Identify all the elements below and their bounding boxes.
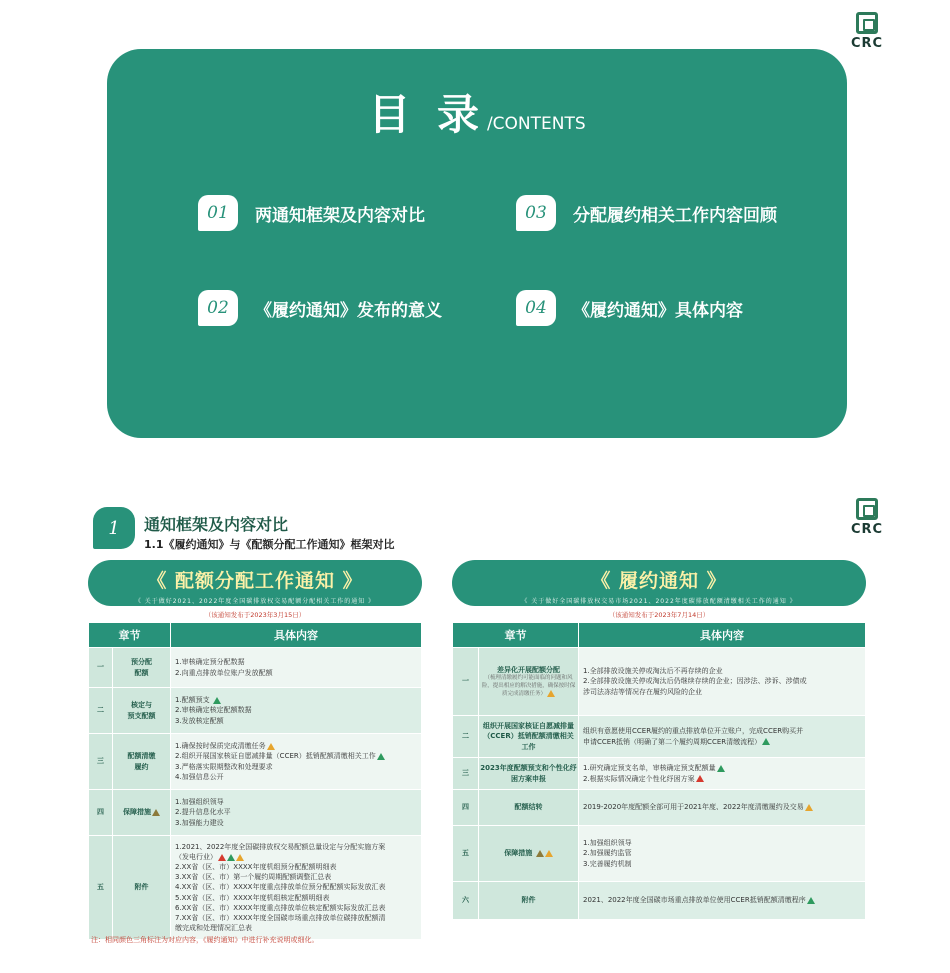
row-number: 五 [89,836,113,940]
contents-card [107,49,847,438]
table-row [453,826,866,882]
right-notice-panel [452,560,866,920]
left-subtitle: 《 关于做好2021、2022年度全国碳排放权交易配额分配相关工作的通知 》 [134,598,376,605]
col-header-section: 章节 [453,623,579,648]
table-header-row [453,623,866,648]
crc-logo-top [847,12,887,51]
toc-label: 两通知框架及内容对比 [255,205,425,226]
toc-number: 03 [516,195,556,231]
table-row [89,648,422,688]
green-triangle-marker [762,738,770,745]
row-number: 二 [89,688,113,734]
table-row [89,734,422,790]
row-number: 三 [89,734,113,790]
toc-item-03[interactable] [516,195,777,231]
green-triangle-marker [717,765,725,772]
contents-title-sub: /CONTENTS [486,114,586,134]
table-row [89,688,422,734]
footnote: 注：相同颜色三角标注为对应内容，《履约通知》中进行补充说明或细化。 [91,936,319,944]
section-title: 通知框架及内容对比 [144,515,289,534]
toc-item-01[interactable] [198,195,425,231]
row-section: 核定与 预支配额 [113,688,171,734]
col-header-section: 章节 [89,623,171,648]
row-content: 2019-2020年度配额全部可用于2021年度、2022年度清缴履约及交易 [579,790,866,826]
green-triangle-marker [213,697,221,704]
row-number: 四 [89,790,113,836]
row-content: 1.2021、2022年度全国碳排放权交易配额总量设定与分配实施方案 （发电行业） 2.XX省（区、市）XXXX年度机组预分配配额明细表 3.XX省（区、市）第一个履约周期配额调整汇总表 4.XX省（区、市）XXXX年度重点排放单位预分配配额实际发放汇表 5.XX省（区、市）XXXX年度机组核定配额明细表 6.XX省（区、市）XXXX年度重点排放单位核定配额实际发放汇总表 7.XX省（区、市）XXXX年度全国碳市场重点排放单位碳排放配额清 缴完成和处理情况汇总表 [171,836,422,940]
row-content: 1.审核确定预分配数据 2.向重点排放单位账户发放配额 [171,648,422,688]
row-section: 附件 [113,836,171,940]
col-header-content: 具体内容 [579,623,866,648]
crc-logo-bottom [847,498,887,537]
green-triangle-marker [227,854,235,861]
section-subtitle: 1.1《履约通知》与《配额分配工作通知》框架对比 [144,538,395,551]
orange-triangle-marker [267,743,275,750]
crc-logo-icon [856,12,878,34]
row-section: 预分配 配额 [113,648,171,688]
contents-title [107,82,847,142]
table-row [453,648,866,716]
orange-triangle-marker [805,804,813,811]
table-row [453,882,866,920]
crc-logo-text: CRC [850,36,884,51]
section-number-badge: 1 [93,507,135,549]
row-content: 2021、2022年度全国碳市场重点排放单位使用CCER抵销配额清缴程序 [579,882,866,920]
green-triangle-marker [807,897,815,904]
right-date: （该通知发布于2023年7月14日） [608,611,710,619]
row-content: 1.确保按时保质完成清缴任务 2.组织开展国家核证自愿减排量（CCER）抵销配额清缴相关工作 3.严格落实限期整改和处理要求 4.加强信息公开 [171,734,422,790]
row-section: 保障措施 [113,790,171,836]
col-header-content: 具体内容 [171,623,422,648]
table-row [89,790,422,836]
left-notice-panel [88,560,422,940]
row-content: 1.全部排放设施关停或淘汰后不再存续的企业 2.全部排放设施关停或淘汰后仍继续存续的企业；因涉法、涉诉、涉债或 涉司法冻结等情况存在履约风险的企业 [579,648,866,716]
right-title-pill [452,560,866,606]
right-table [452,622,866,920]
toc-label: 分配履约相关工作内容回顾 [573,205,777,226]
toc-item-02[interactable] [198,290,442,326]
row-section: 配额结转 [479,790,579,826]
orange-triangle-marker [236,854,244,861]
table-row [453,790,866,826]
row-content: 组织有意愿使用CCER履约的重点排放单位开立账户，完成CCER购买并 申请CCER抵销（明确了第二个履约周期CCER清缴流程） [579,716,866,758]
brown-triangle-marker [536,850,544,857]
row-content: 1.加强组织领导 2.提升信息化水平 3.加强能力建设 [171,790,422,836]
right-subtitle: 《 关于做好全国碳排放权交易市场2021、2022年度碳排放配额清缴相关工作的通知 》 [521,598,797,605]
row-section: 配额清缴 履约 [113,734,171,790]
red-triangle-marker [218,854,226,861]
orange-triangle-marker [547,690,555,697]
toc-label: 《履约通知》发布的意义 [255,300,442,321]
crc-logo-icon [856,498,878,520]
left-date: （该通知发布于2023年3月15日） [204,611,306,619]
right-title: 《 履约通知 》 [591,570,727,592]
red-triangle-marker [696,775,704,782]
row-section: 2023年度配额预支和个性化纾困方案申报 [479,758,579,790]
row-content: 1.配额预支 2.审核确定核定配额数据 3.发放核定配额 [171,688,422,734]
crc-logo-text: CRC [850,522,884,537]
table-header-row [89,623,422,648]
table-row [453,758,866,790]
contents-title-main: 目 录 [368,90,485,139]
row-section: 附件 [479,882,579,920]
brown-triangle-marker [152,809,160,816]
row-number: 一 [453,648,479,716]
row-number: 一 [89,648,113,688]
toc-number: 04 [516,290,556,326]
row-section: 组织开展国家核证自愿减排量（CCER）抵销配额清缴相关工作 [479,716,579,758]
toc-item-04[interactable] [516,290,743,326]
table-row [89,836,422,940]
row-section: 保障措施 [479,826,579,882]
row-content: 1.加强组织领导 2.加强履约监管 3.完善履约机制 [579,826,866,882]
left-title: 《 配额分配工作通知 》 [147,570,363,592]
row-number: 四 [453,790,479,826]
toc-number: 01 [198,195,238,231]
row-number: 五 [453,826,479,882]
toc-number: 02 [198,290,238,326]
row-number: 三 [453,758,479,790]
row-number: 六 [453,882,479,920]
left-table [88,622,422,940]
green-triangle-marker [377,753,385,760]
row-number: 二 [453,716,479,758]
table-row [453,716,866,758]
row-section: 差异化开展配额分配 （梳理清缴履约可能面临的问题和风险，提出相应的解决措施，确保按时保质完成清缴任务） [479,648,579,716]
orange-triangle-marker [545,850,553,857]
left-title-pill [88,560,422,606]
row-content: 1.研究确定预支名单，审核确定预支配额量 2.根据实际情况确定个性化纾困方案 [579,758,866,790]
toc-label: 《履约通知》具体内容 [573,300,743,321]
